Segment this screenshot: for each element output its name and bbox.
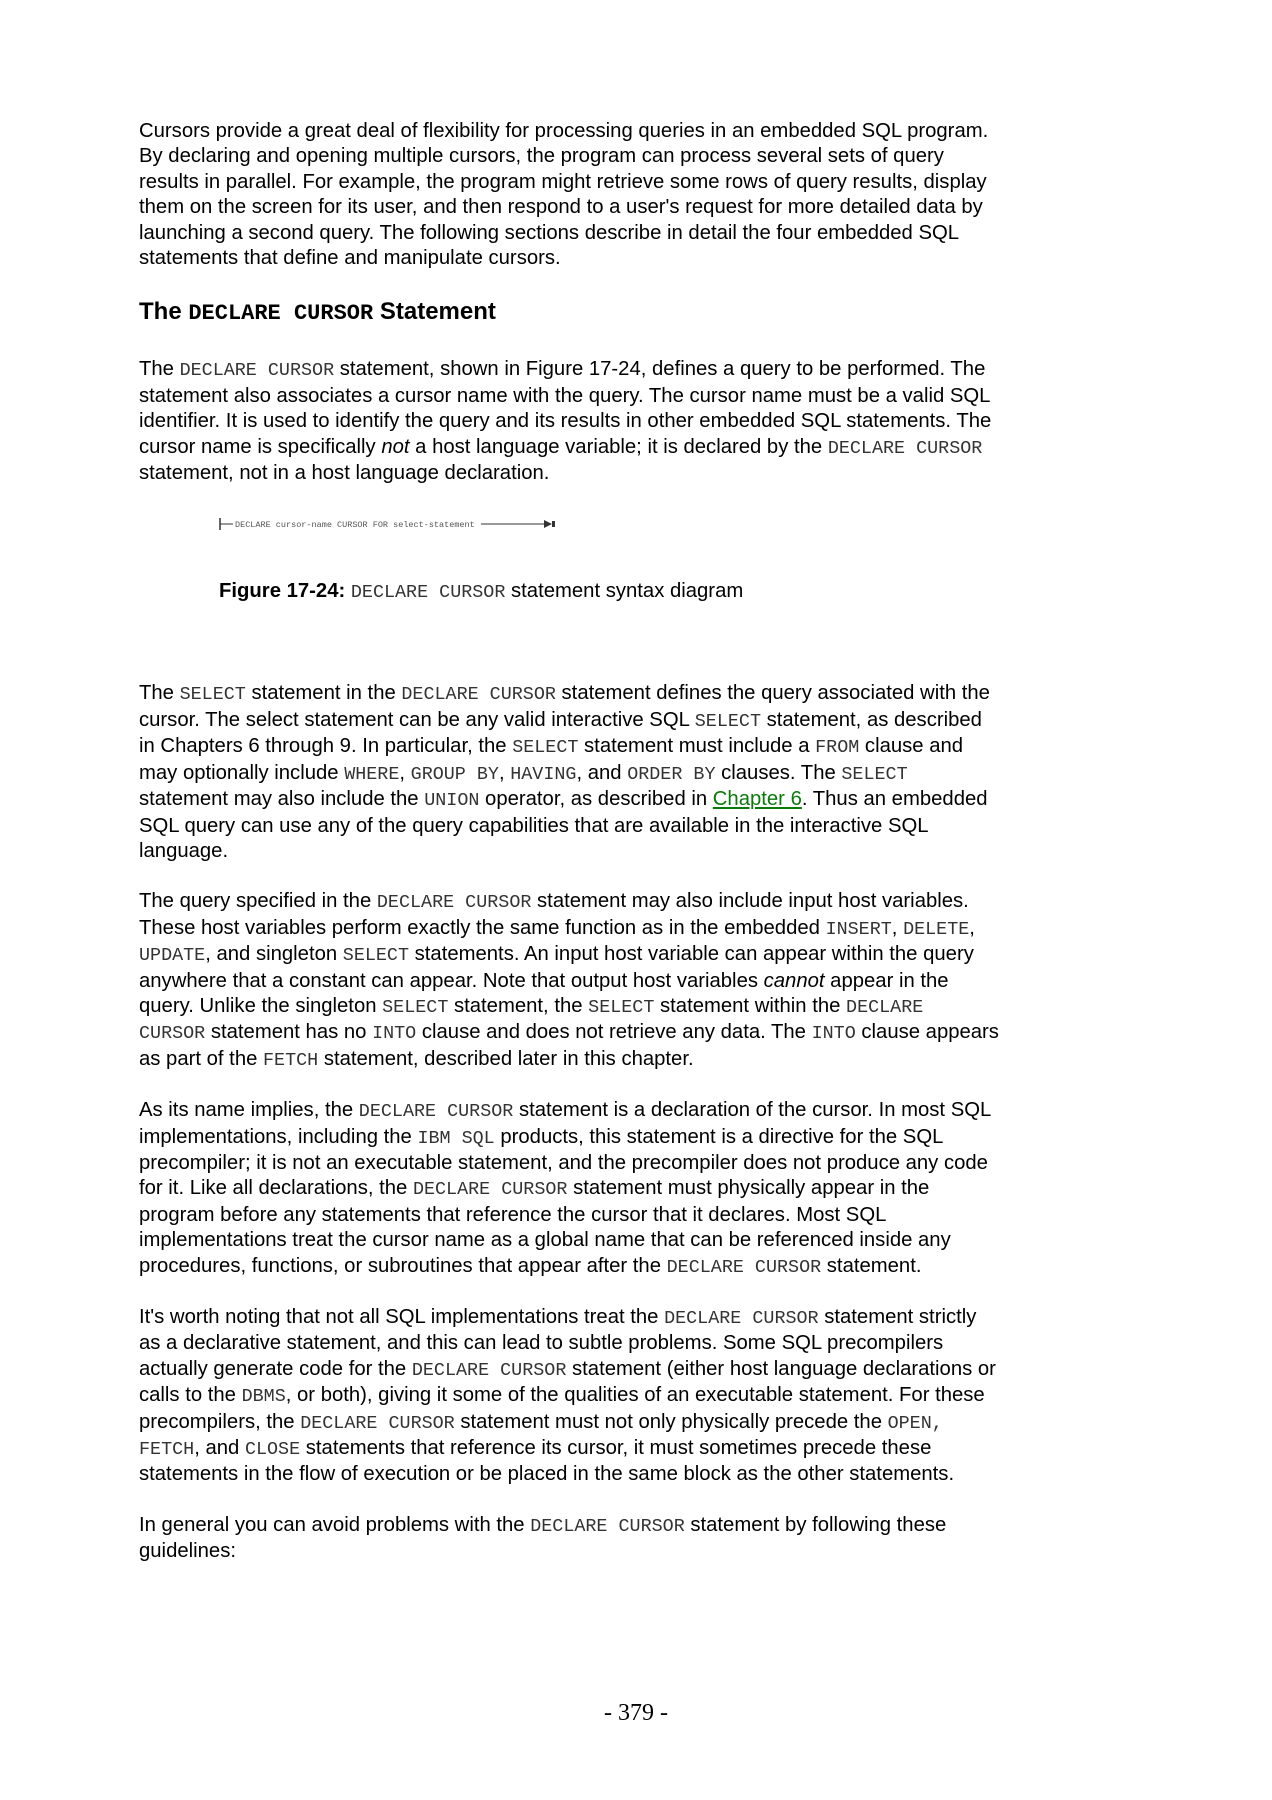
code: ORDER BY (627, 763, 716, 785)
code: DECLARE CURSOR (530, 1515, 685, 1537)
diagram-text: DECLARE cursor-name CURSOR FOR select-statement (235, 520, 475, 530)
code: DECLARE CURSOR (827, 437, 983, 459)
code: DECLARE CURSOR (666, 1256, 822, 1278)
code: DECLARE CURSOR (358, 1101, 514, 1123)
code: SELECT (382, 996, 449, 1018)
text: , (891, 916, 904, 939)
code: FROM (815, 737, 860, 759)
figure-text: statement syntax diagram (505, 580, 744, 602)
paragraph-guidelines (139, 1513, 999, 1565)
text: statement by following these guidelines: (139, 1513, 947, 1563)
emphasis: cannot (763, 969, 825, 992)
paragraph-declare-cursor (139, 357, 999, 486)
text: , (498, 761, 511, 784)
text: statement strictly as a declarative statement, and this can lead to subtle problems. Some SQL precompilers actually generate code for the (139, 1306, 977, 1380)
text: . Thus an embedded SQL query can use any of the query capabilities that are available in the interactive SQL language. (139, 788, 988, 862)
text: statement in the (245, 682, 402, 705)
code: INSERT (825, 918, 892, 940)
text: It's worth noting that not all SQL implementations treat the (139, 1306, 665, 1328)
text: statement is a declaration of the cursor. In most SQL implementations, including the (139, 1099, 991, 1148)
page-number: - 379 - (604, 1700, 668, 1726)
code: DECLARE CURSOR (300, 1412, 455, 1434)
intro-paragraph: Cursors provide a great deal of flexibility for processing queries in an embedded SQL program. By declaring and opening multiple cursors, the program can process several sets of query results in parallel. For example, the program might retrieve some rows of query results, display them on the screen for its user, and then respond to a user's request for more detailed data by launching a second query. The following sections describe in detail the four embedded SQL statements that define and manipulate cursors. (139, 120, 989, 270)
text: statement. (821, 1254, 922, 1277)
diagram-end-mark (552, 521, 555, 527)
text: operator, as described in (479, 788, 713, 811)
figure-label: Figure 17-24: (219, 580, 346, 602)
text: The (139, 358, 180, 381)
text: statement within the (654, 994, 847, 1017)
code: GROUP BY (410, 763, 499, 785)
text: statement may also include the (139, 788, 425, 811)
text: clause and may optionally include (139, 735, 964, 784)
text: statement, as described in Chapters 6 through 9. In particular, the (139, 708, 982, 758)
paragraph-implementations (139, 1305, 999, 1488)
text: a host language variable; it is declared by the (409, 435, 828, 458)
heading-text: Statement (373, 298, 496, 326)
code: UPDATE (139, 945, 206, 967)
text: statement must physically appear in the program before any statements that reference the cursor that it declares. Most SQL implementations treat the cursor name as a global name that can be referenced inside any procedures, functions, or subroutines that appear after the (139, 1177, 951, 1277)
text: statements that reference its cursor, it must sometimes precede these statements in the flow of execution or be placed in the same block as the other statements. (139, 1437, 955, 1486)
text: statement defines the query associated with the cursor. The select statement can be any valid interactive SQL (139, 682, 990, 731)
text: , (399, 761, 411, 784)
emphasis: not (381, 435, 410, 458)
code: DECLARE CURSOR (411, 1359, 567, 1381)
text: clause appears as part of the (139, 1021, 999, 1070)
text: , and (194, 1437, 245, 1460)
code: DBMS (241, 1386, 286, 1408)
text: In general you can avoid problems with the (139, 1513, 531, 1536)
text: statement may also include input host variables. These host variables perform exactly the same function as in the embedded (139, 890, 969, 939)
text: statement, not in a host language declaration. (139, 462, 550, 485)
code: IBM SQL (417, 1127, 495, 1149)
text: statement, shown in Figure 17-24, defines a query to be performed. The statement also associates a cursor name with the query. The cursor name must be a valid SQL identifier. It is used to identify the query and its results in other embedded SQL statements. The cursor name is specifically (139, 358, 992, 458)
code: SELECT (512, 737, 579, 759)
code: DECLARE CURSOR (401, 684, 556, 706)
paragraph-declaration (139, 1098, 999, 1280)
text: statement has no (205, 1021, 373, 1044)
text: The query specified in the (139, 890, 377, 913)
code: DECLARE CURSOR (412, 1179, 568, 1201)
text: , or both), giving it some of the qualities of an executable statement. For these precompilers, the (139, 1384, 985, 1433)
text: clause and does not retrieve any data. The (416, 1021, 812, 1044)
text: statement (either host language declarations or calls to the (139, 1357, 996, 1407)
code: FETCH (263, 1049, 319, 1071)
text: statement, the (448, 994, 589, 1017)
code: INTO (811, 1023, 856, 1045)
figure-caption (219, 579, 743, 605)
text: As its name implies, the (139, 1099, 359, 1122)
heading-code: DECLARE CURSOR (188, 301, 374, 327)
text: , and (576, 761, 628, 784)
code: INTO (372, 1023, 417, 1045)
code: UNION (424, 790, 480, 812)
code: OPEN, FETCH (139, 1412, 943, 1461)
heading-text: The (139, 298, 189, 326)
code: CLOSE (244, 1439, 301, 1461)
section-heading (139, 297, 999, 329)
text: statement, described later in this chapter. (318, 1047, 694, 1070)
text: statement must include a (578, 735, 816, 758)
code: HAVING (510, 763, 577, 785)
text: statements. An input host variable can appear within the query anywhere that a constant can appear. Note that output host variables (139, 943, 974, 992)
code: SELECT (179, 684, 246, 706)
paragraph-host-variables (139, 889, 999, 1073)
text: , (969, 916, 975, 939)
text: The (139, 682, 180, 705)
text: appear in the query. Unlike the singleton (139, 969, 949, 1017)
code: SELECT (588, 996, 655, 1018)
code: SELECT (342, 945, 409, 967)
code: SELECT (841, 763, 908, 785)
text: clauses. The (715, 761, 842, 784)
code: DECLARE CURSOR (376, 892, 532, 914)
code: DELETE (903, 918, 970, 940)
diagram-end-arrow (544, 520, 552, 528)
code: DECLARE CURSOR (179, 360, 335, 382)
text: products, this statement is a directive for the SQL precompiler; it is not an executable statement, and the precompiler does not produce any code for it. Like all declarations, the (139, 1125, 988, 1200)
text: statement must not only physically precede the (454, 1410, 888, 1433)
code: DECLARE CURSOR (139, 996, 924, 1045)
code: WHERE (344, 763, 400, 785)
syntax-diagram (219, 515, 559, 533)
code: SELECT (694, 710, 761, 732)
figure-code: DECLARE CURSOR (350, 582, 506, 603)
paragraph-select (139, 681, 999, 864)
text: , and singleton (205, 943, 343, 966)
page-content (139, 119, 999, 1565)
code: DECLARE CURSOR (664, 1308, 819, 1329)
chapter-6-link[interactable]: Chapter 6 (712, 788, 802, 811)
